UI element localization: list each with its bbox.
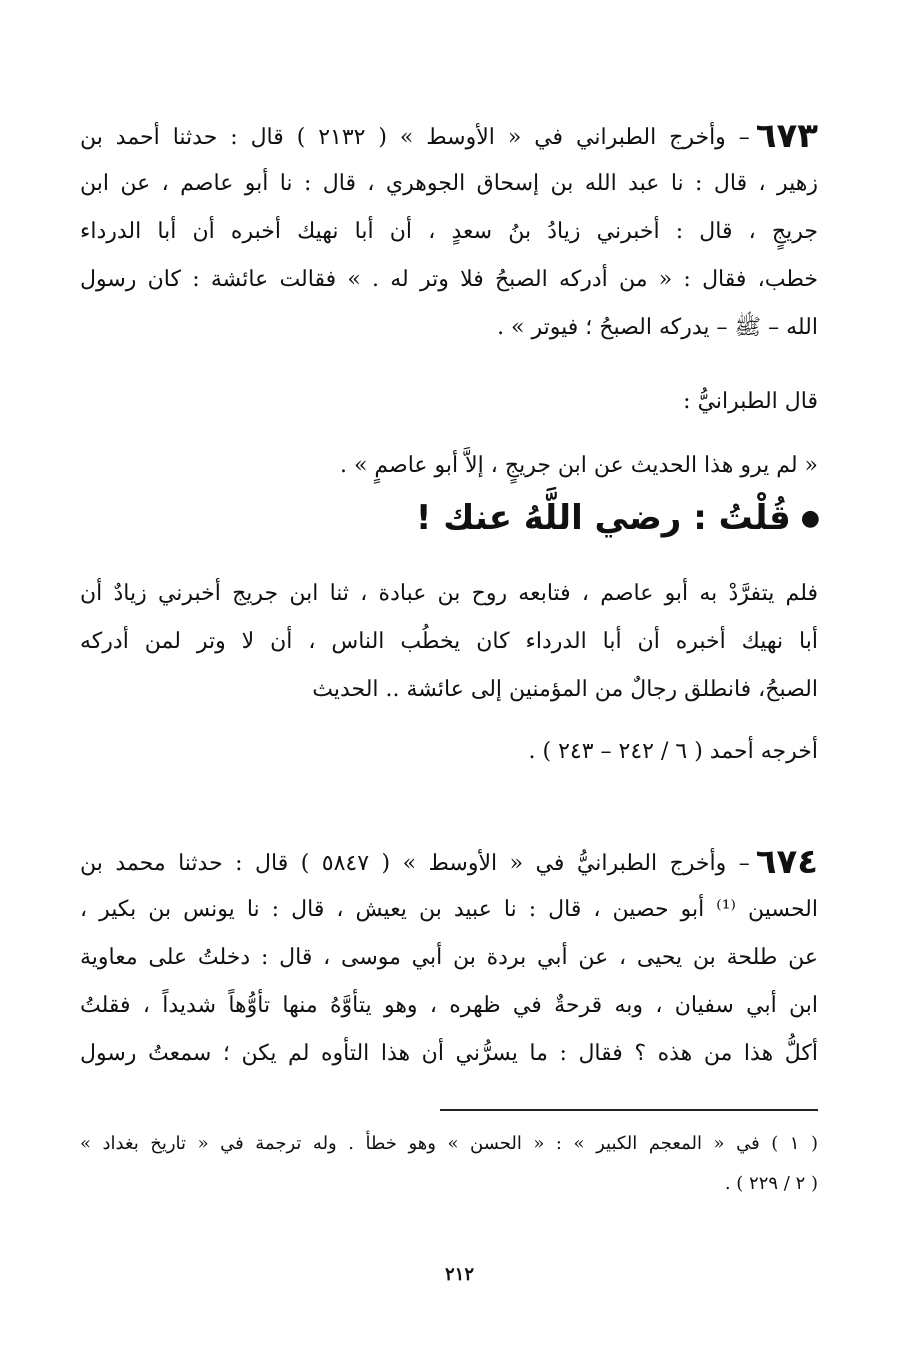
- commentary-line-1: فلم يتفرَّدْ به أبو عاصم ، فتابعه روح بن عبادة ، ثنا ابن جريج أخبرني زيادٌ أن: [80, 581, 818, 606]
- section-heading: [415, 498, 820, 538]
- entry-text: – وأخرج الطبراني في « الأوسط » ( ٢١٣٢ ) قال : حدثنا أحمد بن: [80, 125, 750, 150]
- entry-number: ٦٧٤: [755, 842, 818, 882]
- entry-674-line-5: أكلُّ هذا من هذه ؟ فقال : ما يسرُّني أن هذا التأوه لم يكن ؛ سمعتُ رسول: [80, 1041, 818, 1066]
- tabarani-quote-text: « لم يرو هذا الحديث عن ابن جريجٍ ، إلاَّ أبو عاصمٍ » .: [339, 453, 818, 478]
- hadith-entry-674: [80, 838, 818, 1078]
- ahmad-reference-text: أخرجه أحمد ( ٦ / ٢٤٢ – ٢٤٣ ) .: [528, 739, 818, 764]
- heading-text: قُلْتُ : رضي اللَّهُ عنك !: [415, 498, 791, 538]
- hadith-entry-673: [80, 112, 818, 352]
- entry-673-line-3: جريجٍ ، قال : أخبرني زيادُ بنُ سعدٍ ، أن أبا نهيك أخبره أن أبا الدرداء: [80, 219, 818, 244]
- bullet-icon: ●: [800, 506, 820, 531]
- entry-673-line-1: [80, 112, 818, 160]
- commentary: [80, 570, 818, 714]
- footnote-line-2: ( ٢ / ٢٢٩ ) .: [724, 1173, 818, 1194]
- entry-673-line-2: زهير ، قال : نا عبد الله بن إسحاق الجوهري ، قال : نا أبو عاصم ، عن ابن: [80, 171, 818, 196]
- entry-text: – وأخرج الطبرانيُّ في « الأوسط » ( ٥٨٤٧ ) قال : حدثنا محمد بن: [80, 851, 750, 876]
- commentary-line-3: الصبحُ، فانطلق رجالٌ من المؤمنين إلى عائشة .. الحديث: [312, 677, 818, 702]
- entry-674-line-2: الحسين ⁽¹⁾ أبو حصين ، قال : نا عبيد بن يعيش ، قال : نا يونس بن بكير ،: [80, 897, 818, 922]
- entry-number: ٦٧٣: [755, 116, 818, 156]
- footnote-line-1: ( ١ ) في « المعجم الكبير » : « الحسن » وهو خطأ . وله ترجمة في « تاريخ بغداد »: [80, 1133, 818, 1154]
- entry-674-line-3: عن طلحة بن يحيى ، عن أبي بردة بن أبي موسى ، قال : دخلتُ على معاوية: [80, 945, 818, 970]
- entry-673-line-5: الله – ﷺ – يدركه الصبحُ ؛ فيوتر » .: [497, 315, 818, 340]
- tabarani-said-text: قال الطبرانيُّ :: [683, 389, 818, 414]
- ahmad-reference: [80, 728, 818, 776]
- tabarani-said: [80, 378, 818, 426]
- footnote: [80, 1124, 818, 1204]
- commentary-line-2: أبا نهيك أخبره أن أبا الدرداء كان يخطُب الناس ، أن لا وتر لمن أدركه: [80, 629, 818, 654]
- entry-674-line-1: [80, 838, 818, 886]
- page-number: ٢١٢: [444, 1264, 474, 1285]
- footnote-divider: [440, 1109, 818, 1111]
- tabarani-quote: [80, 442, 818, 490]
- entry-674-line-4: ابن أبي سفيان ، وبه قرحةٌ في ظهره ، وهو يتأوَّهُ منها تأوُّهاً شديداً ، فقلتُ: [80, 993, 818, 1018]
- entry-673-line-4: خطب، فقال : « من أدركه الصبحُ فلا وتر له . » فقالت عائشة : كان رسول: [80, 267, 818, 292]
